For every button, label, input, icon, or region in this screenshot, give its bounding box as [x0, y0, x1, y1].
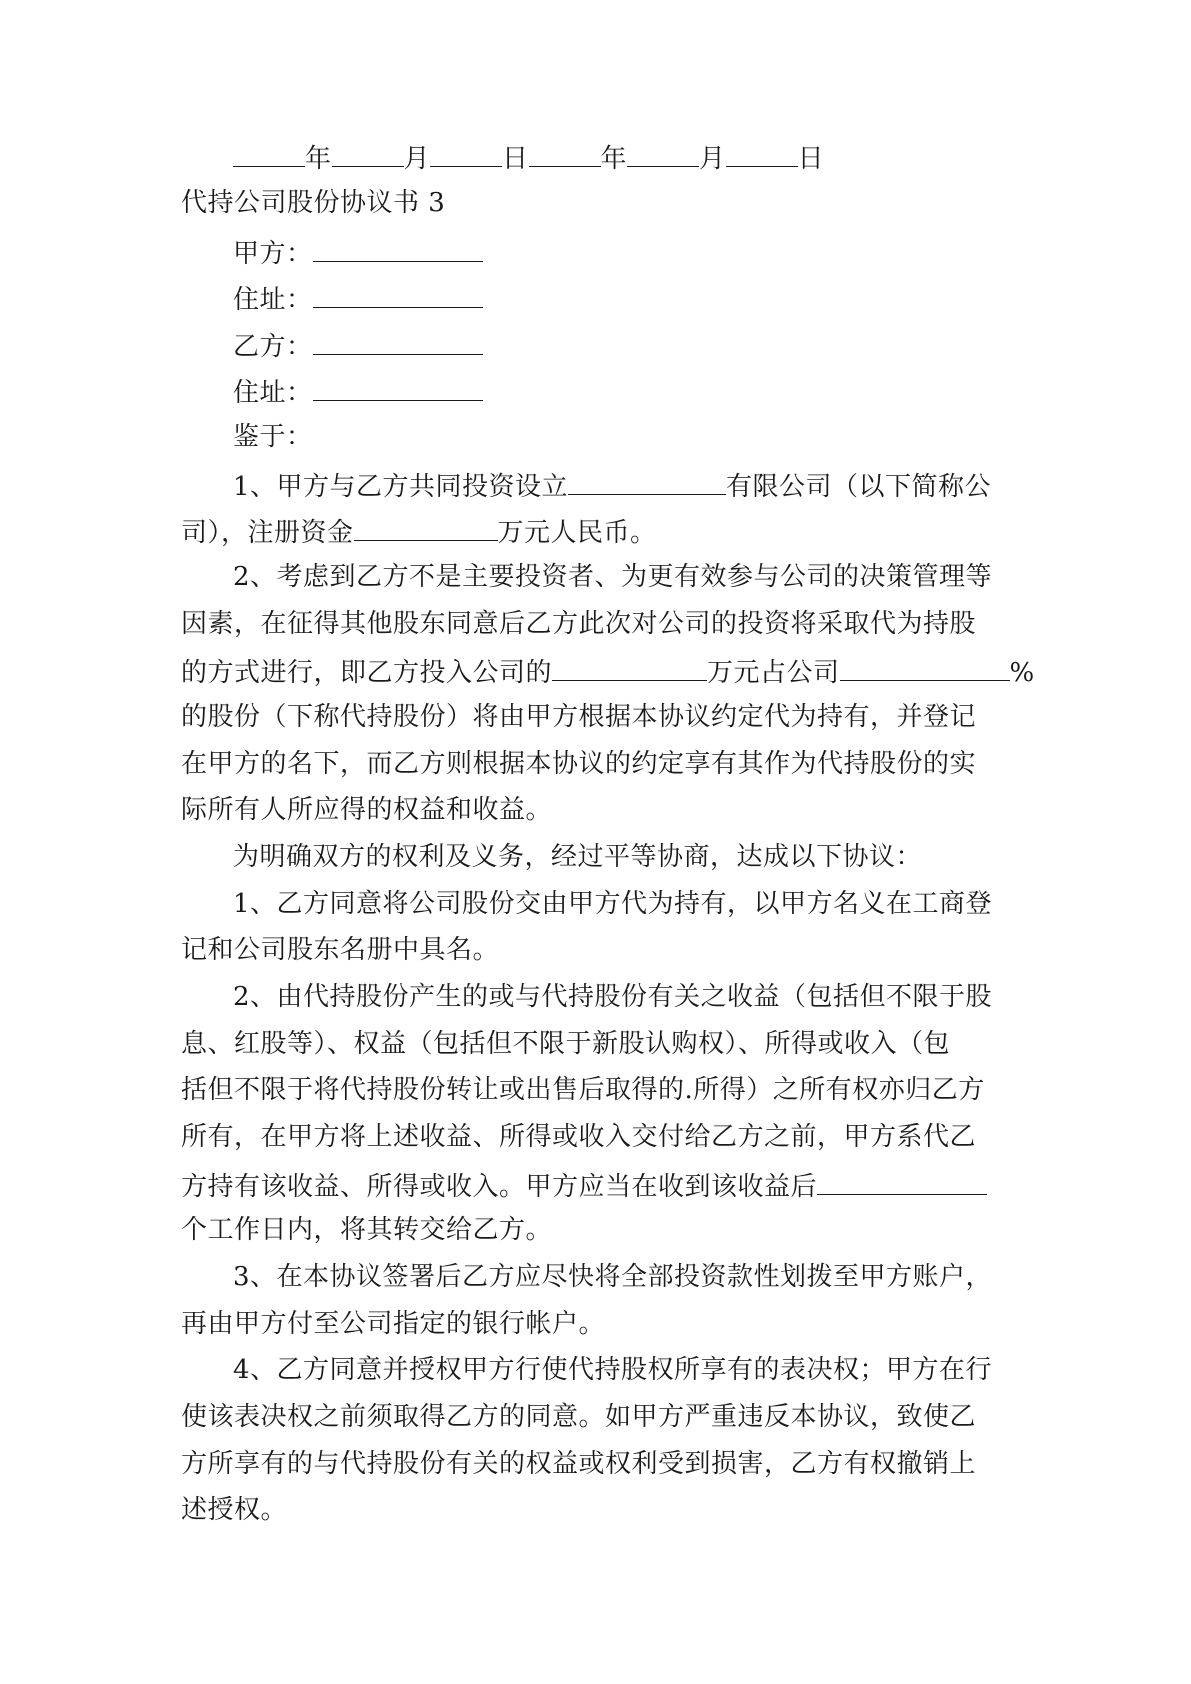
- recital-2-line: 的股份（下称代持股份）将由甲方根据本协议约定代为持有，并登记: [181, 702, 977, 732]
- recital-2-line: 2、考虑到乙方不是主要投资者、为更有效参与公司的决策管理等: [233, 562, 993, 592]
- agreement-intro: 为明确双方的权利及义务，经过平等协商，达成以下协议：: [233, 842, 923, 872]
- address-b-label: 住址：: [233, 378, 313, 408]
- clause-4-line: 使该表决权之前须取得乙方的同意。如甲方严重违反本协议，致使乙: [181, 1402, 977, 1432]
- clause-1-line: 记和公司股东名册中具名。: [181, 935, 500, 965]
- address-b-line: [233, 374, 483, 409]
- clause-3-line: 再由甲方付至公司指定的银行帐户。: [181, 1309, 606, 1339]
- date-line: [233, 140, 824, 175]
- party-b-line: [233, 328, 483, 363]
- clause-text: 方持有该收益、所得或收入。甲方应当在收到该收益后: [181, 1172, 818, 1202]
- recital-text: 司），注册资金: [181, 518, 354, 548]
- recital-2-line: 际所有人所应得的权益和收益。: [181, 795, 553, 825]
- clause-2-line: 括但不限于将代持股份转让或出售后取得的.所得）之所有权亦归乙方: [181, 1075, 985, 1105]
- recital-text: 有限公司（以下简称公: [726, 472, 992, 502]
- blank-field: [430, 140, 502, 167]
- blank-field: [840, 654, 1010, 681]
- blank-field: [627, 140, 699, 167]
- blank-field: [568, 468, 726, 495]
- recital-text: 万元人民币。: [497, 518, 657, 548]
- clause-2-line: 个工作日内，将其转交给乙方。: [181, 1215, 553, 1245]
- clause-4-line: 述授权。: [181, 1495, 288, 1525]
- recital-1-line: [233, 468, 991, 503]
- clause-2-line: 2、由代持股份产生的或与代持股份有关之收益（包括但不限于股: [233, 982, 993, 1012]
- blank-field: [332, 140, 404, 167]
- recital-2-line: 因素，在征得其他股东同意后乙方此次对公司的投资将采取代为持股: [181, 609, 977, 639]
- recital-2-line: 在甲方的名下，而乙方则根据本协议的约定享有其作为代持股份的实: [181, 749, 977, 779]
- date-month-label: 月: [699, 144, 726, 174]
- blank-field: [354, 514, 498, 541]
- blank-field: [726, 140, 798, 167]
- address-a-label: 住址：: [233, 285, 313, 315]
- blank-field: [233, 140, 305, 167]
- whereas-label: 鉴于：: [233, 422, 313, 452]
- clause-4-line: 4、乙方同意并授权甲方行使代持股权所享有的表决权；甲方在行: [233, 1355, 993, 1385]
- recital-2-line: [181, 654, 1035, 689]
- recital-text: 的方式进行，即乙方投入公司的: [181, 658, 553, 688]
- clause-2-line: 所有，在甲方将上述收益、所得或收入交付给乙方之前，甲方系代乙: [181, 1122, 977, 1152]
- date-month-label: 月: [403, 144, 431, 174]
- document-title: 代持公司股份协议书 3: [181, 188, 446, 218]
- date-day-label: 日: [797, 144, 825, 174]
- recital-1-line: [181, 514, 657, 549]
- recital-text: 1、甲方与乙方共同投资设立: [233, 472, 569, 502]
- blank-field: [313, 328, 483, 355]
- blank-field: [552, 654, 707, 681]
- clause-2-line: 息、红股等）、权益（包括但不限于新股认购权）、所得或收入（包: [181, 1029, 951, 1059]
- party-b-label: 乙方：: [233, 332, 313, 362]
- clause-2-line: [181, 1168, 987, 1203]
- recital-text: 万元占公司: [707, 658, 840, 688]
- blank-field: [313, 235, 483, 262]
- address-a-line: [233, 281, 483, 316]
- clause-3-line: 3、在本协议签署后乙方应尽快将全部投资款性划拨至甲方账户，: [233, 1262, 993, 1292]
- blank-field: [817, 1168, 987, 1195]
- clause-4-line: 方所享有的与代持股份有关的权益或权利受到损害，乙方有权撤销上: [181, 1449, 977, 1479]
- blank-field: [313, 374, 483, 401]
- date-year-label: 年: [600, 144, 628, 174]
- blank-field: [313, 281, 483, 308]
- blank-field: [529, 140, 601, 167]
- date-year-label: 年: [305, 144, 332, 174]
- party-a-label: 甲方：: [233, 239, 313, 269]
- party-a-line: [233, 235, 483, 270]
- date-day-label: 日: [502, 144, 529, 174]
- clause-1-line: 1、乙方同意将公司股份交由甲方代为持有，以甲方名义在工商登: [233, 889, 993, 919]
- percent-sign: %: [1009, 658, 1035, 688]
